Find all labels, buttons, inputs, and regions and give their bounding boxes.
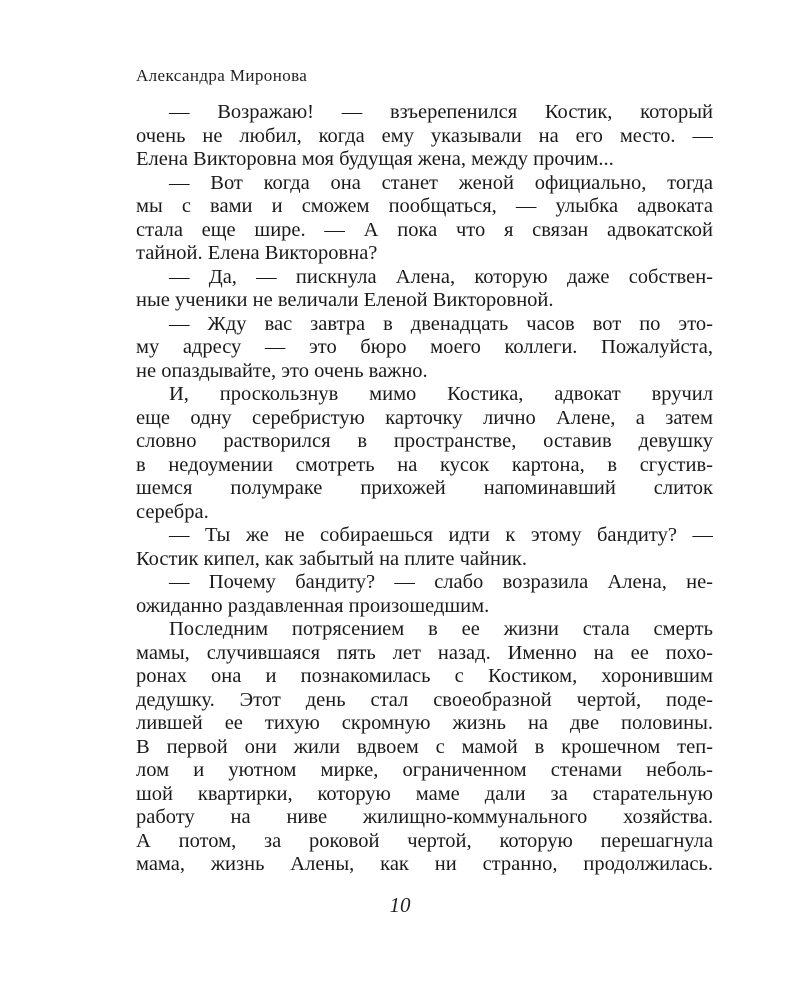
text-line: тайной. Елена Викторовна? [136, 242, 378, 264]
text-line: Костик кипел, как забытый на плите чайник. [136, 547, 528, 570]
text-line: Елена Викторовна моя будущая жена, между прочим... [136, 148, 614, 170]
text-line: Последним потрясением в ее жизни стала смерть [169, 618, 713, 640]
text-line: — Жду вас завтра в двенадцать часов вот по это- [169, 312, 713, 335]
text-line: работу на ниве жилищно-коммунального хозяйства. [136, 806, 713, 828]
text-line: — Да, — пискнула Алена, которую даже собствен- [169, 265, 713, 288]
text-line: не опаздывайте, это очень важно. [136, 359, 428, 382]
running-head: Александра Миронова [136, 66, 308, 85]
text-line: лом и уютном мирке, ограниченном стенами неболь- [136, 759, 713, 781]
text-line: — Ты же не собираешься идти к этому бандиту? — [169, 524, 713, 546]
text-line: словно растворился в пространстве, оставив девушку [136, 430, 713, 452]
text-line: в недоумении смотреть на кусок картона, в сгустив- [136, 453, 713, 476]
text-line: шой квартирки, которую маме дали за старательную [136, 782, 713, 805]
text-line: стала еще шире. — А пока что я связан адвокатской [136, 218, 713, 241]
text-line: ожиданно раздавленная произошедшим. [136, 594, 490, 617]
text-line: — Почему бандиту? — слабо возразила Алена, не- [169, 571, 713, 593]
text-line: серебра. [136, 500, 209, 523]
text-line: дедушку. Этот день стал своеобразной чертой, поде- [136, 688, 713, 711]
body-text [136, 101, 713, 877]
page-number: 10 [389, 893, 411, 917]
text-line: шемся полумраке прихожей напоминавший слиток [136, 477, 713, 499]
text-line: — Вот когда она станет женой официально, тогда [169, 171, 713, 194]
text-line: очень не любил, когда ему указывали на его место. — [136, 124, 713, 147]
text-line: ронах она и познакомилась с Костиком, хоронившим [136, 665, 713, 687]
text-line: мама, жизнь Алены, как ни странно, продолжилась. [136, 853, 713, 875]
text-line: В первой они жили вдвоем с мамой в крошечном теп- [136, 735, 713, 758]
text-line: А потом, за роковой чертой, которую перешагнула [136, 829, 713, 852]
text-line: — Возражаю! — взъерепенился Костик, который [169, 101, 713, 123]
text-line: мамы, случившаяся пять лет назад. Именно на ее похо- [136, 641, 713, 664]
text-line: мы с вами и сможем пообщаться, — улыбка адвоката [136, 195, 713, 217]
text-line: лившей ее тихую скромную жизнь на две половины. [136, 712, 713, 734]
text-line: му адресу — это бюро моего коллеги. Пожалуйста, [136, 336, 713, 358]
text-line: И, проскользнув мимо Костика, адвокат вручил [169, 383, 713, 405]
text-line: еще одну серебристую карточку лично Алене, а затем [136, 406, 713, 429]
text-line: ные ученики не величали Еленой Викторовной. [136, 289, 554, 311]
